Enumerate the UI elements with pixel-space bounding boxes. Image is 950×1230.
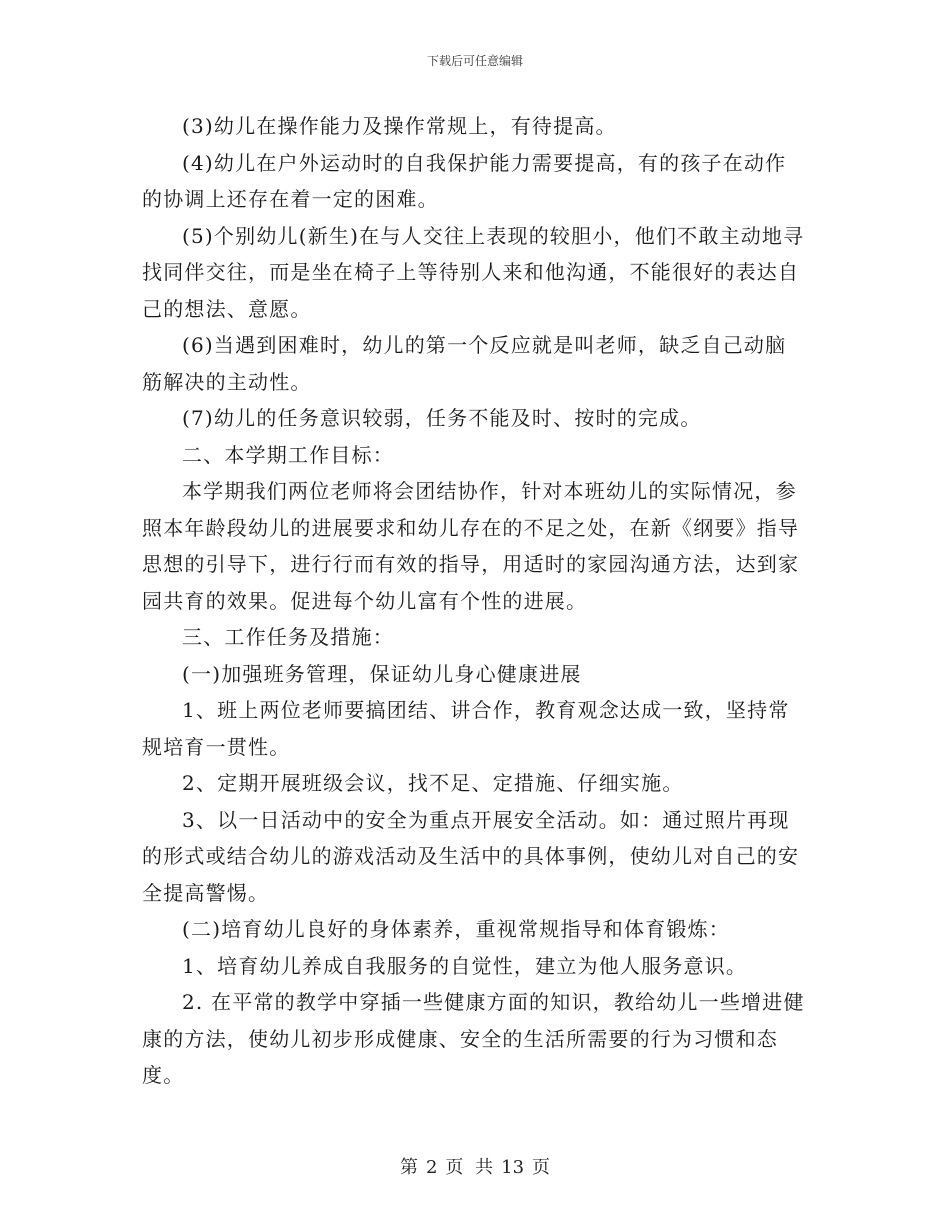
page-header-note: 下载后可任意编辑	[426, 54, 523, 68]
paragraph-item-6: (6)当遇到困难时，幼儿的第一个反应就是叫老师，缺乏自己动脑筋解决的主动性。	[142, 333, 787, 394]
section-heading-goals: 二、本学期工作目标：	[182, 442, 394, 467]
paragraph-physical-1: 1、培育幼儿养成自我服务的自觉性，建立为他人服务意识。	[182, 953, 748, 978]
subheading-physical-quality: (二)培育幼儿良好的身体素养，重视常规指导和体育锻炼：	[182, 917, 731, 941]
section-heading-tasks: 三、工作任务及措施：	[182, 625, 394, 649]
paragraph-item-4: (4)幼儿在户外运动时的自我保护能力需要提高，有的孩子在动作的协调上还存在着一定的困难。	[142, 150, 787, 211]
page-footer	[0, 1153, 950, 1179]
paragraph-task-3: 3、以一日活动中的安全为重点开展安全活动。如：通过照片再现的形式或结合幼儿的游戏活动及生活中的具体事例，使幼儿对自己的安全提高警惕。	[142, 807, 800, 905]
page-label-prefix: 第	[399, 1157, 418, 1178]
paragraph-task-2: 2、定期开展班级会议，找不足、定措施、仔细实施。	[182, 771, 684, 795]
paragraph-goals: 本学期我们两位老师将会团结协作，针对本班幼儿的实际情况，参照本年龄段幼儿的进展要求和幼儿存在的不足之处，在新《纲要》指导思想的引导下，进行行而有效的指导，用适时的家园沟通方法，达到家园共育的效果。促进每个幼儿富有个性的进展。	[142, 479, 800, 613]
page-label-mid: 页 共	[445, 1157, 494, 1178]
current-page-number: 2	[425, 1157, 438, 1178]
paragraph-item-3: (3)幼儿在操作能力及操作常规上，有待提高。	[182, 114, 617, 138]
page-label-suffix: 页	[532, 1157, 551, 1178]
paragraph-item-7: (7)幼儿的任务意识较弱，任务不能及时、按时的完成。	[182, 406, 702, 430]
total-pages-number: 13	[501, 1157, 525, 1178]
paragraph-physical-2: 2. 在平常的教学中穿插一些健康方面的知识，教给幼儿一些增进健康的方法，使幼儿初步形成健康、安全的生活所需要的行为习惯和态度。	[142, 990, 805, 1087]
subheading-class-management: (一)加强班务管理，保证幼儿身心健康进展	[182, 661, 582, 686]
paragraph-task-1: 1、班上两位老师要搞团结、讲合作，教育观念达成一致，坚持常规培育一贯性。	[142, 698, 790, 759]
paragraph-item-5: (5)个别幼儿(新生)在与人交往上表现的较胆小，他们不敢主动地寻找同伴交往，而是坐在椅子上等待别人来和他沟通，不能很好的表达自己的想法、意愿。	[142, 223, 805, 321]
document-body	[142, 108, 806, 1094]
